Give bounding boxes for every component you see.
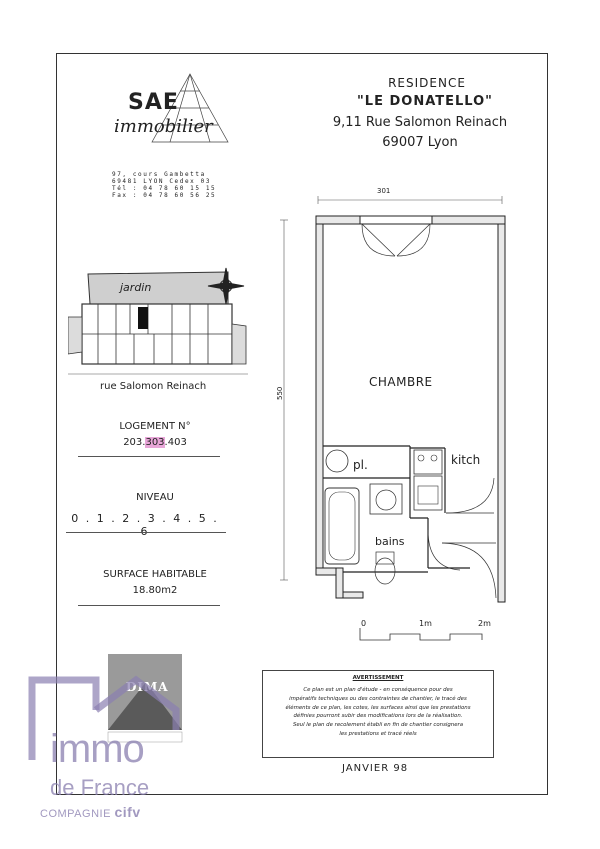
logement-number-403: .403: [164, 437, 187, 448]
agency-phone: Tél : 04 78 60 15 15: [112, 185, 217, 192]
surface-label: SURFACE HABITABLE: [103, 569, 207, 580]
scale-label-1m: 1m: [419, 619, 432, 628]
scale-label-2m: 2m: [478, 619, 491, 628]
niveau-label: NIVEAU: [136, 492, 174, 503]
room-label-kitch: kitch: [451, 453, 481, 467]
warning-line: Ce plan est un plan d'étude - en conséquence pour des: [303, 687, 453, 693]
scale-label-0: 0: [361, 619, 367, 628]
residence-address: 9,11 Rue Salomon Reinach: [332, 115, 508, 130]
compass-rose-icon: [206, 266, 246, 306]
agency-logo-immobilier: immobilier: [114, 116, 213, 137]
watermark-compagnie: [40, 804, 141, 820]
watermark-compagnie-prefix: COMPAGNIE: [40, 808, 115, 820]
logement-numbers: [85, 437, 225, 448]
logement-number-203: 203.: [123, 437, 146, 448]
agency-address-line: 97, cours Gambetta: [112, 171, 206, 178]
warning-title: AVERTISSEMENT: [352, 675, 404, 681]
surface-value: 18.80m2: [132, 585, 178, 596]
agency-logo-sae: SAE: [128, 90, 179, 115]
site-plan-garden-label: jardin: [120, 281, 152, 294]
watermark-immo: immo: [50, 727, 144, 771]
warning-text: [270, 686, 486, 739]
watermark-cifv: cifv: [114, 804, 141, 820]
niveau-levels: 0 . 1 . 2 . 3 . 4 . 5 .: [71, 512, 219, 525]
residence-title: RESIDENCE: [388, 76, 466, 90]
architect-logo-text: DIMA: [126, 680, 169, 694]
floorplan-width-dimension: 301: [377, 187, 391, 195]
floorplan-height-dimension: 550: [276, 386, 284, 400]
divider: [78, 605, 220, 606]
warning-line: Seul le plan de recolement établi en fin de chantier consignera: [292, 722, 464, 729]
agency-fax: Fax : 04 78 60 56 25: [112, 192, 217, 199]
apartment-floorplan: [270, 188, 510, 648]
site-plan-apartment-marker: [138, 307, 148, 329]
plan-date: JANVIER 98: [342, 763, 409, 774]
divider: [78, 456, 220, 457]
warning-line: définies pourront subir des modifications lors de la réalisation.: [293, 713, 463, 720]
divider: [66, 532, 226, 533]
residence-city: 69007 Lyon: [382, 135, 458, 150]
room-label-pl: pl.: [353, 458, 368, 472]
room-label-bains: bains: [375, 535, 405, 548]
room-label-chambre: CHAMBRE: [369, 375, 433, 389]
agency-address-line: 69481 LYON Cedex 03: [112, 178, 212, 185]
logement-label: LOGEMENT N°: [119, 421, 191, 432]
warning-line: les prestations et tracé réels: [339, 730, 417, 737]
warning-line: éléments de ce plan, les cotes, les surfaces ainsi que les prestations: [285, 704, 471, 711]
residence-name: "LE DONATELLO": [357, 94, 493, 109]
logement-number-303-highlighted: 303: [145, 437, 165, 448]
site-plan-street-label: rue Salomon Reinach: [100, 381, 207, 392]
warning-line: impératifs techniques ou des contraintes de chantier, le tracé des: [289, 695, 467, 702]
watermark-de-france: de France: [50, 775, 150, 800]
